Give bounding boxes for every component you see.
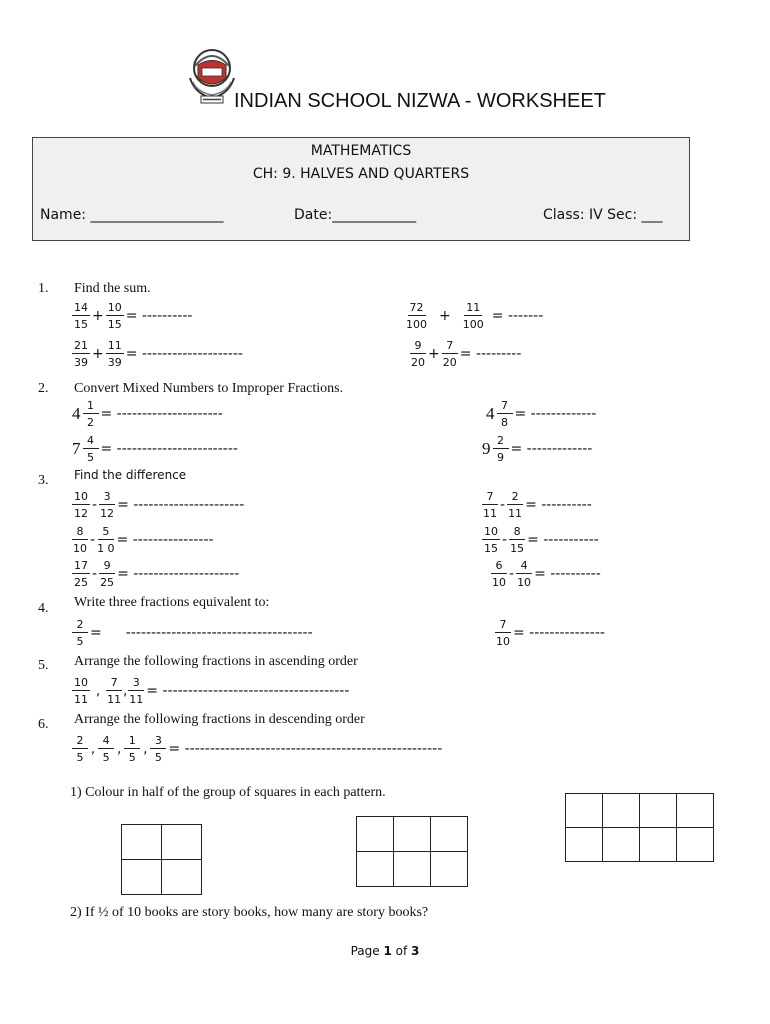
answer-blank[interactable]: = ---------------------------------------------------	[168, 741, 443, 757]
fraction: $\frac{3}{11}$	[129, 676, 144, 706]
answer-blank[interactable]: = ----------	[525, 497, 592, 513]
fraction: $\frac{4}{10}$	[517, 559, 532, 589]
fraction: $\frac{8}{10}$	[73, 525, 87, 555]
fraction: $\frac{11}{100}$	[462, 301, 484, 331]
answer-blank[interactable]: = ---------------	[513, 625, 605, 641]
fraction: $\frac{2}{9}$	[493, 435, 509, 463]
fraction: $\frac{11}{39}$	[107, 339, 122, 369]
sum-expression: $\frac{14}{15}$ + $\frac{10}{15}$ = ----------	[74, 301, 193, 331]
square[interactable]	[640, 794, 677, 828]
mixed-number-expression: 4 $\frac{1}{2}$ = ---------------------	[72, 399, 223, 429]
fraction: $\frac{7}{20}$	[442, 339, 457, 369]
answer-blank[interactable]: = ---------------------	[117, 566, 240, 582]
fraction: $\frac{21}{39}$	[74, 339, 88, 369]
fraction: $\frac{7}{11}$	[107, 676, 122, 706]
sum-expression: $\frac{72}{100}$ + $\frac{11}{100}$ = -------	[406, 301, 544, 331]
worksheet-title: INDIAN SCHOOL NIZWA - WORKSHEET	[234, 90, 606, 112]
answer-blank[interactable]: = ---------	[459, 346, 522, 362]
fraction: $\frac{10}{12}$	[74, 490, 88, 520]
square[interactable]	[122, 860, 162, 895]
fraction: $\frac{14}{15}$	[74, 301, 88, 331]
square[interactable]	[566, 828, 603, 862]
fraction: $\frac{6}{10}$	[492, 559, 506, 589]
story-books-question: 2) If ½ of 10 books are story books, how many are story books?	[70, 905, 429, 920]
fraction: $\frac{9}{20}$	[411, 339, 425, 369]
question-number: 5.	[38, 658, 49, 673]
answer-blank[interactable]: = ----------	[534, 566, 601, 582]
fraction: $\frac{7}{11}$	[483, 490, 497, 520]
header-box	[32, 137, 690, 241]
fraction: $\frac{5}{1 0}$	[97, 525, 115, 555]
question-text: Convert Mixed Numbers to Improper Fractions.	[74, 381, 344, 396]
school-crest-logo	[187, 48, 237, 106]
difference-expression: $\frac{8}{10}$ - $\frac{5}{1 0}$ = ----------------	[73, 525, 214, 555]
fraction: $\frac{3}{12}$	[100, 490, 115, 520]
fraction: $\frac{10}{11}$	[74, 676, 88, 706]
fraction: $\frac{4}{5}$	[98, 735, 114, 763]
fraction: $\frac{9}{25}$	[100, 559, 115, 589]
colouring-instruction: 1) Colour in half of the group of squares in each pattern.	[70, 785, 386, 800]
total-pages: 3	[411, 944, 420, 958]
mixed-number-expression: 7 $\frac{4}{5}$ = ------------------------	[72, 434, 238, 464]
question-number: 3.	[38, 473, 49, 488]
square[interactable]	[603, 828, 640, 862]
square[interactable]	[431, 817, 468, 852]
descending-expression: $\frac{2}{5}$ , $\frac{4}{5}$ , $\frac{1}{5}$ , $\frac{3}{5}$ = ---------------------------------------------------	[72, 735, 444, 763]
answer-blank[interactable]: = -----------	[527, 532, 599, 548]
square[interactable]	[357, 817, 394, 852]
fraction: $\frac{2}{11}$	[508, 490, 523, 520]
question-number: 4.	[38, 601, 49, 616]
answer-blank[interactable]: = -------------------------------------	[146, 683, 350, 699]
date-field[interactable]: Date:____________	[294, 207, 417, 223]
difference-expression: $\frac{7}{11}$ - $\frac{2}{11}$ = ----------	[483, 490, 592, 520]
equivalent-expression	[495, 619, 607, 647]
answer-blank[interactable]: = -------	[491, 308, 544, 324]
square-pattern-4x2	[565, 793, 714, 862]
square[interactable]	[394, 817, 431, 852]
square-pattern-3x2	[356, 816, 468, 887]
square[interactable]	[162, 825, 202, 860]
fraction: $\frac{1}{2}$	[83, 400, 99, 428]
mixed-number-expression: 4 $\frac{7}{8}$ = -------------	[486, 399, 597, 429]
subject-label: MATHEMATICS	[310, 143, 412, 159]
question-text: Arrange the following fractions in ascending order	[74, 654, 358, 669]
answer-blank[interactable]: = ----------------------	[117, 497, 245, 513]
name-field[interactable]: Name: ___________________	[40, 207, 224, 223]
answer-blank[interactable]: = ------------------------	[100, 441, 238, 457]
question-text: Find the difference	[74, 468, 187, 482]
square[interactable]	[640, 828, 677, 862]
answer-blank[interactable]: = ---------------------	[100, 406, 223, 422]
fraction: $\frac{72}{100}$	[406, 301, 427, 331]
fraction: $\frac{10}{15}$	[107, 301, 122, 331]
question-number: 1.	[38, 281, 49, 296]
square[interactable]	[677, 794, 714, 828]
page-footer: Page 1 of 3	[350, 944, 420, 958]
square[interactable]	[357, 852, 394, 887]
sum-expression: $\frac{21}{39}$ + $\frac{11}{39}$ = --------------------	[74, 339, 243, 369]
answer-blank[interactable]: -------------------------------------	[125, 625, 313, 641]
square[interactable]	[566, 794, 603, 828]
fraction: $\frac{8}{15}$	[510, 525, 525, 555]
question-number: 2.	[38, 381, 49, 396]
square[interactable]	[677, 828, 714, 862]
difference-expression: $\frac{17}{25}$ - $\frac{9}{25}$ = ---------------------	[74, 559, 240, 589]
answer-blank[interactable]: = --------------------	[125, 346, 243, 362]
difference-expression: $\frac{10}{15}$ - $\frac{8}{15}$ = -----------	[484, 525, 599, 555]
question-text: Arrange the following fractions in descending order	[74, 712, 365, 727]
question-text: Find the sum.	[74, 281, 151, 296]
answer-blank[interactable]: = ----------------	[116, 532, 214, 548]
fraction: $\frac{2}{5}$	[72, 619, 88, 647]
answer-blank[interactable]: = ----------	[125, 308, 193, 324]
current-page: 1	[383, 944, 392, 958]
square[interactable]	[431, 852, 468, 887]
square-pattern-2x2	[121, 824, 202, 895]
difference-expression: $\frac{6}{10}$ - $\frac{4}{10}$ = ----------	[492, 559, 601, 589]
sum-expression: $\frac{9}{20}$ + $\frac{7}{20}$ = ---------	[411, 339, 522, 369]
fraction: $\frac{17}{25}$	[74, 559, 88, 589]
question-number: 6.	[38, 717, 49, 732]
chapter-label: CH: 9. HALVES AND QUARTERS	[252, 166, 470, 182]
square[interactable]	[394, 852, 431, 887]
question-text: Write three fractions equivalent to:	[74, 595, 270, 610]
square[interactable]	[162, 860, 202, 895]
class-field[interactable]: Class: IV Sec: ___	[543, 207, 663, 223]
ascending-expression: $\frac{10}{11}$ , $\frac{7}{11}$ , $\frac{3}{11}$ = -------------------------------------	[74, 676, 350, 706]
mixed-number-expression: 9 $\frac{2}{9}$ = -------------	[482, 434, 593, 464]
difference-expression: $\frac{10}{12}$ - $\frac{3}{12}$ = ----------------------	[74, 490, 245, 520]
fraction: $\frac{4}{5}$	[83, 435, 99, 463]
square[interactable]	[122, 825, 162, 860]
fraction: $\frac{3}{5}$	[150, 735, 166, 763]
answer-blank[interactable]: = -------------	[510, 441, 593, 457]
fraction: $\frac{7}{8}$	[497, 400, 513, 428]
equivalent-expression: $\frac{2}{5}$ = -------------------------------------	[72, 619, 315, 647]
square[interactable]	[603, 794, 640, 828]
fraction: $\frac{2}{5}$	[72, 735, 88, 763]
answer-blank[interactable]: = -------------	[514, 406, 597, 422]
fraction: $\frac{7}{10}$	[496, 618, 510, 648]
fraction: $\frac{10}{15}$	[484, 525, 498, 555]
fraction: $\frac{1}{5}$	[124, 735, 140, 763]
